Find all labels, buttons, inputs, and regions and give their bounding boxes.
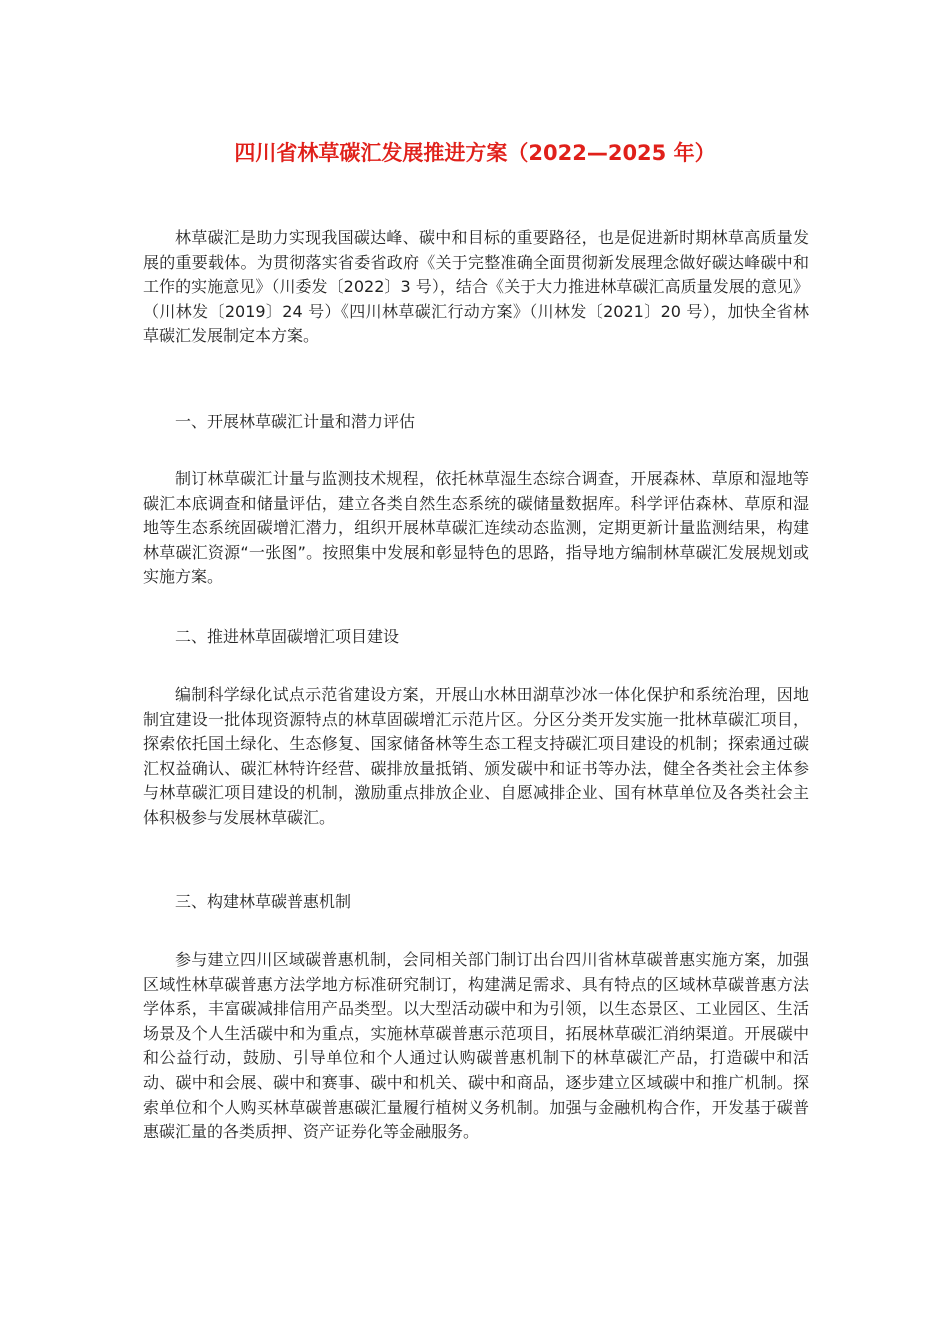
section-1-heading: 一、开展林草碳汇计量和潜力评估 [175,412,416,431]
section-3-heading: 三、构建林草碳普惠机制 [175,892,352,911]
section-2-heading: 二、推进林草固碳增汇项目建设 [175,627,400,646]
section-1-paragraph: 制订林草碳汇计量与监测技术规程，依托林草湿生态综合调查，开展森林、草原和湿地等碳汇本底调查和储量评估，建立各类自然生态系统的碳储量数据库。科学评估森林、草原和湿地等生态系统固碳增汇潜力，组织开展林草碳汇连续动态监测，定期更新计量监测结果，构建林草碳汇资源“一张图”。按照集中发展和彰显特色的思路，指导地方编制林草碳汇发展规划或实施方案。 [143,469,809,587]
section-3-paragraph: 参与建立四川区域碳普惠机制，会同相关部门制订出台四川省林草碳普惠实施方案，加强区域性林草碳普惠方法学地方标准研究制订，构建满足需求、具有特点的区域林草碳普惠方法学体系，丰富碳减排信用产品类型。以大型活动碳中和为引领，以生态景区、工业园区、生活场景及个人生活碳中和为重点，实施林草碳普惠示范项目，拓展林草碳汇消纳渠道。开展碳中和公益行动，鼓励、引导单位和个人通过认购碳普惠机制下的林草碳汇产品，打造碳中和活动、碳中和会展、碳中和赛事、碳中和机关、碳中和商品，逐步建立区域碳中和推广机制。探索单位和个人购买林草碳普惠碳汇量履行植树义务机制。加强与金融机构合作，开发基于碳普惠碳汇量的各类质押、资产证券化等金融服务。 [143,950,809,1142]
document-title: 四川省林草碳汇发展推进方案（2022—2025 年） [234,141,716,165]
intro-paragraph: 林草碳汇是助力实现我国碳达峰、碳中和目标的重要路径，也是促进新时期林草高质量发展的重要载体。为贯彻落实省委省政府《关于完整准确全面贯彻新发展理念做好碳达峰碳中和工作的实施意见》（川委发〔2022〕3 号），结合《关于大力推进林草碳汇高质量发展的意见》（川林发〔2019〕24 号）《四川林草碳汇行动方案》（川林发〔2021〕20 号），加快全省林草碳汇发展制定本方案。 [143,228,809,346]
section-2-paragraph: 编制科学绿化试点示范省建设方案，开展山水林田湖草沙冰一体化保护和系统治理，因地制宜建设一批体现资源特点的林草固碳增汇示范片区。分区分类开发实施一批林草碳汇项目，探索依托国土绿化、生态修复、国家储备林等生态工程支持碳汇项目建设的机制；探索通过碳汇权益确认、碳汇林特许经营、碳排放量抵销、颁发碳中和证书等办法，健全各类社会主体参与林草碳汇项目建设的机制，激励重点排放企业、自愿减排企业、国有林草单位及各类社会主体积极参与发展林草碳汇。 [143,685,809,827]
